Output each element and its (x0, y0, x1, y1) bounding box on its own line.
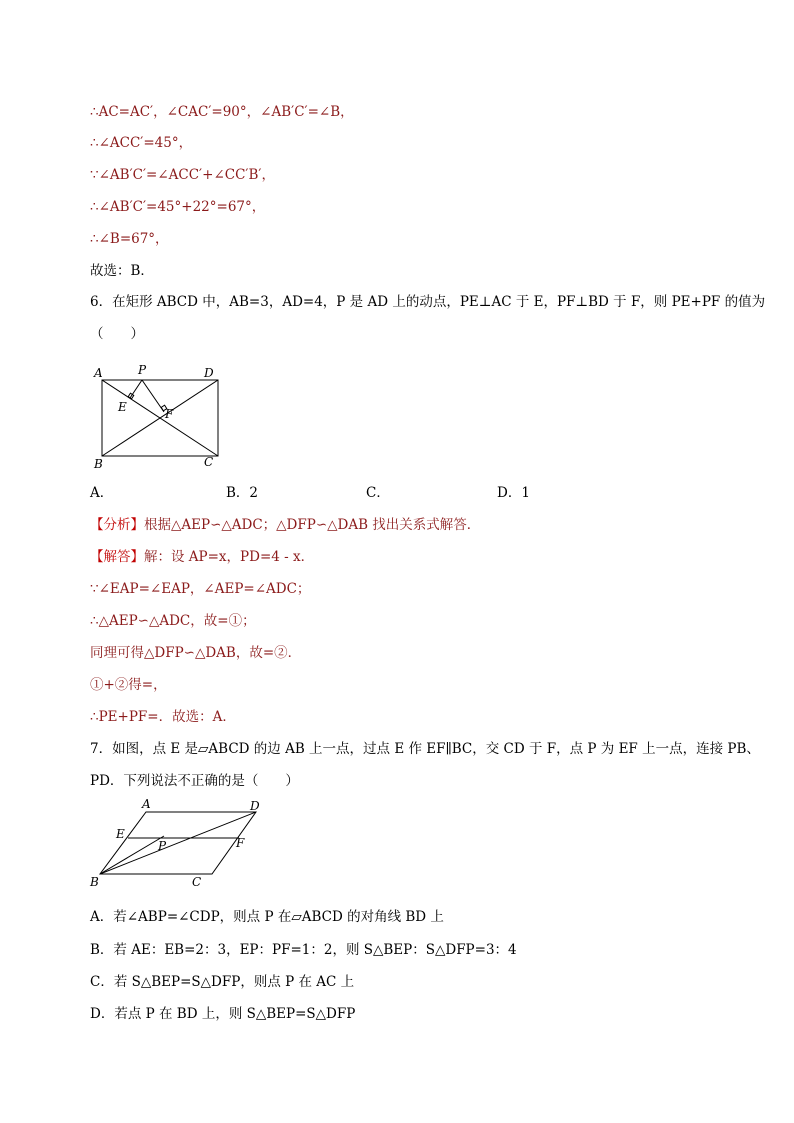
solution-line (90, 548, 314, 566)
question-6-blank: （ ） (90, 326, 144, 342)
vertex-label-p: P (138, 363, 147, 377)
vertex-label-e: E (116, 827, 125, 841)
solution-text: 解：设 AP=x，PD=4 - x． (144, 549, 315, 565)
vertex-label-b: B (94, 457, 103, 470)
solution-line: ∴∠AB′C′=45°+22°=67°， (90, 199, 266, 215)
question-7-figure (86, 798, 266, 898)
vertex-label-c: C (204, 455, 214, 469)
option-b[interactable]: B．若 AE：EB=2：3，EP：PF=1：2，则 S△BEP：S△DFP=3：4 (90, 942, 517, 958)
solution-line: ∴∠B=67°， (90, 231, 169, 247)
vertex-label-p: P (158, 839, 167, 853)
solution-line: ∴∠ACC′=45°， (90, 135, 193, 151)
question-6-figure (88, 360, 228, 470)
question-7-stem: 7．如图，点 E 是▱ABCD 的边 AB 上一点，过点 E 作 EF∥BC，交 CD 于 F，点 P 为 EF 上一点，连接 PB、 (90, 741, 760, 757)
solution-line: ∵∠EAP=∠EAP，∠AEP=∠ADC； (90, 581, 311, 597)
question-6-stem: 6．在矩形 ABCD 中，AB=3，AD=4，P 是 AD 上的动点，PE⊥AC 于 E，PF⊥BD 于 F，则 PE+PF 的值为 (90, 294, 766, 310)
vertex-label-c: C (192, 875, 202, 889)
option-b[interactable]: B．2 (226, 485, 259, 501)
option-c[interactable]: C． (366, 485, 390, 501)
vertex-label-d: D (250, 799, 260, 813)
solution-line: 同理可得△DFP∽△DAB，故=②． (90, 645, 302, 661)
vertex-label-e: E (118, 400, 127, 414)
solution-line: ∴PE+PF=．故选：A． (90, 709, 236, 725)
vertex-label-f: F (236, 836, 245, 850)
option-d[interactable]: D．1 (497, 485, 530, 501)
option-d[interactable]: D．若点 P 在 BD 上，则 S△BEP=S△DFP (90, 1006, 356, 1022)
question-7-stem-cont: PD．下列说法不正确的是（ ） (90, 773, 299, 789)
solution-line: ∵∠AB′C′=∠ACC′+∠CC′B′， (90, 167, 275, 183)
option-c[interactable]: C．若 S△BEP=S△DFP，则点 P 在 AC 上 (90, 974, 355, 990)
option-a[interactable]: A．若∠ABP=∠CDP，则点 P 在▱ABCD 的对角线 BD 上 (90, 909, 444, 925)
vertex-label-a: A (94, 366, 103, 380)
vertex-label-b: B (90, 875, 99, 889)
vertex-label-d: D (204, 366, 214, 380)
vertex-label-f: F (165, 407, 174, 421)
solution-line: ∴△AEP∽△ADC，故=①； (90, 613, 256, 629)
solution-line: ∴AC=AC′，∠CAC′=90°，∠AB′C′=∠B， (90, 104, 354, 120)
option-a[interactable]: A． (90, 485, 114, 501)
analysis-line (90, 516, 480, 534)
answer-line: 故选：B． (90, 263, 154, 279)
solution-line: ①+②得=， (90, 677, 167, 693)
vertex-label-a: A (142, 798, 151, 811)
analysis-tag: 【分析】 (90, 517, 144, 533)
solution-tag: 【解答】 (90, 549, 144, 565)
analysis-text: 根据△AEP∽△ADC；△DFP∽△DAB 找出关系式解答． (144, 517, 481, 533)
